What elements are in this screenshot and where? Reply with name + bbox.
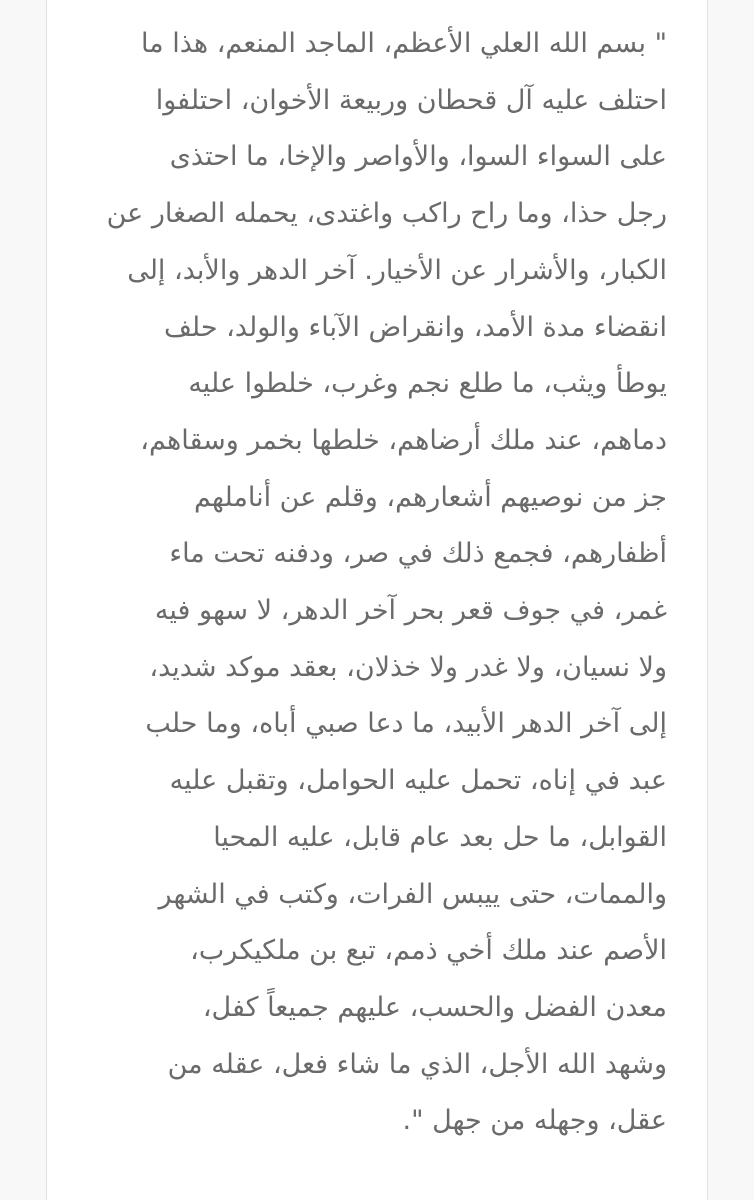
document-page bbox=[46, 0, 708, 1200]
text-line: رجل حذا، وما راح راكب واغتدى، يحمله الصغار عن bbox=[106, 198, 667, 230]
text-line: الأصم عند ملك أخي ذمم، تبع بن ملكيكرب، bbox=[190, 935, 667, 967]
text-line: عقل، وجهله من جهل ". bbox=[402, 1105, 667, 1137]
text-line: انقضاء مدة الأمد، وانقراض الآباء والولد، حلف bbox=[163, 311, 667, 343]
text-line: أظفارهم، فجمع ذلك في صر، ودفنه تحت ماء bbox=[169, 538, 667, 570]
text-line: والممات، حتى ييبس الفرات، وكتب في الشهر bbox=[158, 878, 667, 910]
quote-paragraph bbox=[107, 16, 667, 1150]
text-line: يوطأ ويثب، ما طلع نجم وغرب، خلطوا عليه bbox=[188, 368, 667, 400]
text-line: غمر، في جوف قعر بحر آخر الدهر، لا سهو فيه bbox=[154, 595, 667, 627]
text-line: القوابل، ما حل بعد عام قابل، عليه المحيا bbox=[213, 821, 667, 853]
text-line: معدن الفضل والحسب، عليهم جميعاً كفل، bbox=[202, 991, 667, 1023]
text-line: جز من نوصيهم أشعارهم، وقلم عن أناملهم bbox=[194, 481, 667, 513]
text-line: عبد في إناه، تحمل عليه الحوامل، وتقبل عليه bbox=[169, 765, 667, 797]
text-line: ولا نسيان، ولا غدر ولا خذلان، بعقد موكد شديد، bbox=[149, 651, 667, 683]
text-line: إلى آخر الدهر الأبيد، ما دعا صبي أباه، وما حلب bbox=[145, 708, 667, 740]
text-line: احتلف عليه آل قحطان وربيعة الأخوان، احتلفوا bbox=[155, 84, 667, 116]
text-line: الكبار، والأشرار عن الأخيار. آخر الدهر والأبد، إلى bbox=[127, 254, 667, 286]
text-line: " بسم الله العلي الأعظم، الماجد المنعم، هذا ما bbox=[140, 28, 667, 59]
text-line: وشهد الله الأجل، الذي ما شاء فعل، عقله من bbox=[167, 1048, 667, 1080]
text-line: دماهم، عند ملك أرضاهم، خلطها بخمر وسقاهم، bbox=[140, 424, 667, 456]
text-line: على السواء السوا، والأواصر والإخا، ما احتذى bbox=[169, 141, 667, 173]
